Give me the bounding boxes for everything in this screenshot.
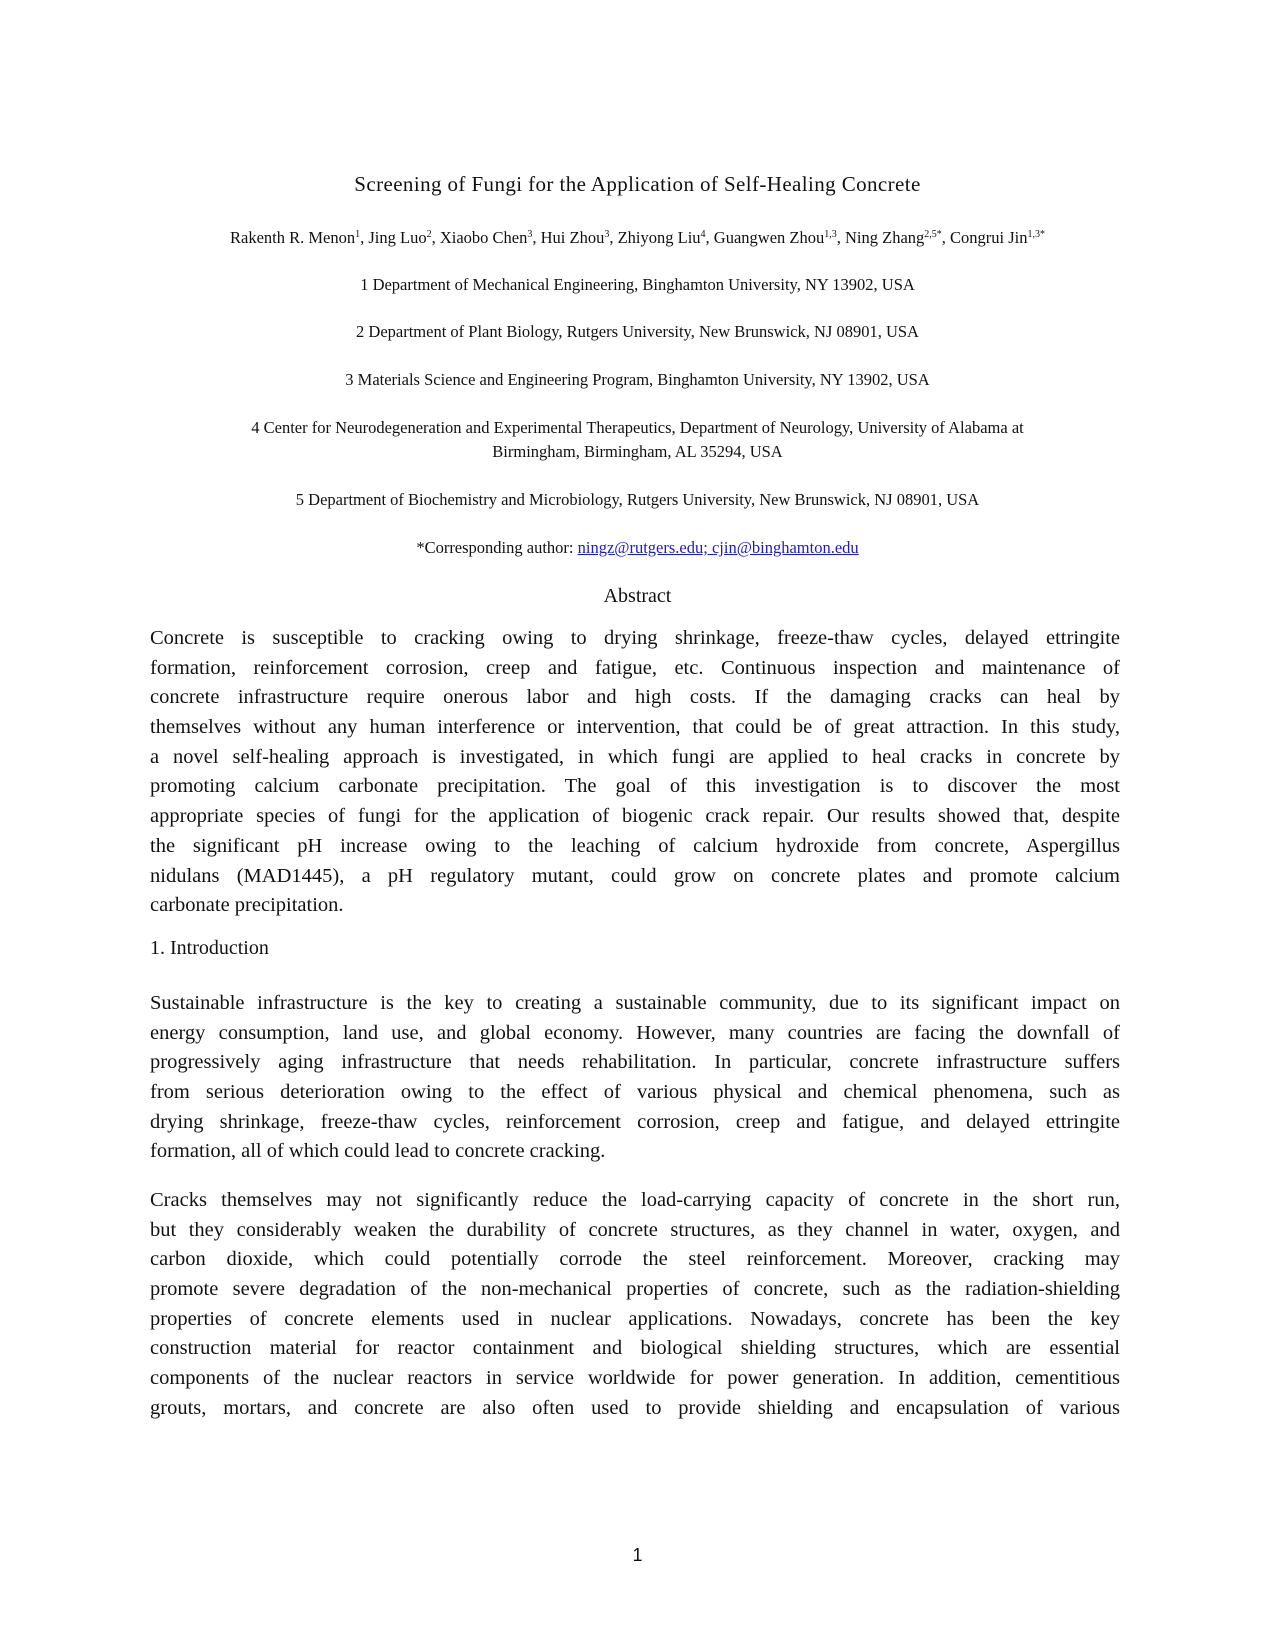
abstract-line: concrete infrastructure require onerous labor and high costs. If the damaging cracks can heal by xyxy=(150,686,1120,709)
author-list xyxy=(0,228,1275,248)
abstract-line: the significant pH increase owing to the leaching of calcium hydroxide from concrete, Aspergillus xyxy=(150,834,1120,857)
abstract-line: formation, reinforcement corrosion, creep and fatigue, etc. Continuous inspection and maintenance of xyxy=(150,656,1120,679)
corresponding-author xyxy=(0,538,1275,558)
intro-line: from serious deterioration owing to the effect of various physical and chemical phenomena, such as xyxy=(150,1081,1120,1104)
intro-paragraph-2 xyxy=(150,1186,1120,1424)
corresponding-label: *Corresponding author: xyxy=(416,538,578,557)
intro-line: construction material for reactor containment and biological shielding structures, which are essential xyxy=(150,1337,1120,1360)
abstract-heading: Abstract xyxy=(603,585,672,607)
affiliation-2: 2 Department of Plant Biology, Rutgers University, New Brunswick, NJ 08901, USA xyxy=(356,322,919,341)
author: Rakenth R. Menon$^1$, xyxy=(230,228,369,247)
author: Xiaobo Chen$^3$, xyxy=(439,228,541,247)
abstract-line: nidulans (MAD1445), a pH regulatory mutant, could grow on concrete plates and promote calcium xyxy=(150,864,1120,887)
intro-line: energy consumption, land use, and global economy. However, many countries are facing the downfall of xyxy=(150,1021,1120,1044)
intro-line: drying shrinkage, freeze-thaw cycles, reinforcement corrosion, creep and fatigue, and delayed ettringite xyxy=(150,1110,1120,1133)
abstract-line: promoting calcium carbonate precipitation. The goal of this investigation is to discover the most xyxy=(150,775,1120,798)
intro-line: promote severe degradation of the non-mechanical properties of concrete, such as the radiation-shielding xyxy=(150,1278,1120,1301)
page-number: 1 xyxy=(632,1545,643,1565)
author: Hui Zhou$^3$, xyxy=(540,228,618,247)
intro-line: Cracks themselves may not significantly reduce the load-carrying capacity of concrete in the short run, xyxy=(150,1189,1120,1211)
abstract-line: appropriate species of fungi for the application of biogenic crack repair. Our results showed that, despite xyxy=(150,805,1120,828)
author: Jing Luo$^2$, xyxy=(368,228,440,247)
author: Zhiyong Liu$^4$, xyxy=(617,228,714,247)
author: Guangwen Zhou$^{1,3}$, xyxy=(713,228,845,247)
affiliation-5: 5 Department of Biochemistry and Microbiology, Rutgers University, New Brunswick, NJ 08901, USA xyxy=(295,490,980,509)
intro-line: Sustainable infrastructure is the key to creating a sustainable community, due to its significant impact on xyxy=(150,992,1120,1014)
abstract-line: carbonate precipitation. xyxy=(150,894,344,917)
intro-line: properties of concrete elements used in nuclear applications. Nowadays, concrete has been the key xyxy=(150,1307,1120,1330)
author: Congrui Jin$^{1,3*}$ xyxy=(950,228,1045,247)
author: Ning Zhang$^{2,5*}$, xyxy=(844,228,951,247)
intro-line: grouts, mortars, and concrete are also often used to provide shielding and encapsulation of various xyxy=(150,1396,1120,1419)
affiliation-4-cont: Birmingham, Birmingham, AL 35294, USA xyxy=(492,442,783,461)
intro-paragraph-1 xyxy=(150,989,1120,1167)
affiliation-3: 3 Materials Science and Engineering Program, Binghamton University, NY 13902, USA xyxy=(345,370,930,389)
abstract-body xyxy=(150,624,1120,921)
affiliation-4: 4 Center for Neurodegeneration and Experimental Therapeutics, Department of Neurology, University of Alabama at xyxy=(251,418,1024,437)
intro-line: but they considerably weaken the durability of concrete structures, as they channel in water, oxygen, and xyxy=(150,1218,1120,1241)
intro-line: formation, all of which could lead to concrete cracking. xyxy=(150,1140,606,1163)
abstract-line: a novel self-healing approach is investigated, in which fungi are applied to heal cracks in concrete by xyxy=(150,745,1120,768)
intro-line: carbon dioxide, which could potentially corrode the steel reinforcement. Moreover, cracking may xyxy=(150,1248,1120,1271)
abstract-line: themselves without any human interference or intervention, that could be of great attraction. In this study, xyxy=(150,716,1120,739)
intro-line: components of the nuclear reactors in service worldwide for power generation. In addition, cementitious xyxy=(150,1367,1120,1390)
abstract-line: Concrete is susceptible to cracking owing to drying shrinkage, freeze-thaw cycles, delayed ettringite xyxy=(150,627,1120,649)
affiliation-1: 1 Department of Mechanical Engineering, Binghamton University, NY 13902, USA xyxy=(360,275,915,294)
introduction-heading: 1. Introduction xyxy=(150,937,269,959)
paper-title: Screening of Fungi for the Application of Self-Healing Concrete xyxy=(354,172,921,196)
email-link[interactable]: ningz@rutgers.edu; cjin@binghamton.edu xyxy=(577,538,859,557)
intro-line: progressively aging infrastructure that needs rehabilitation. In particular, concrete infrastructure suffers xyxy=(150,1051,1120,1074)
